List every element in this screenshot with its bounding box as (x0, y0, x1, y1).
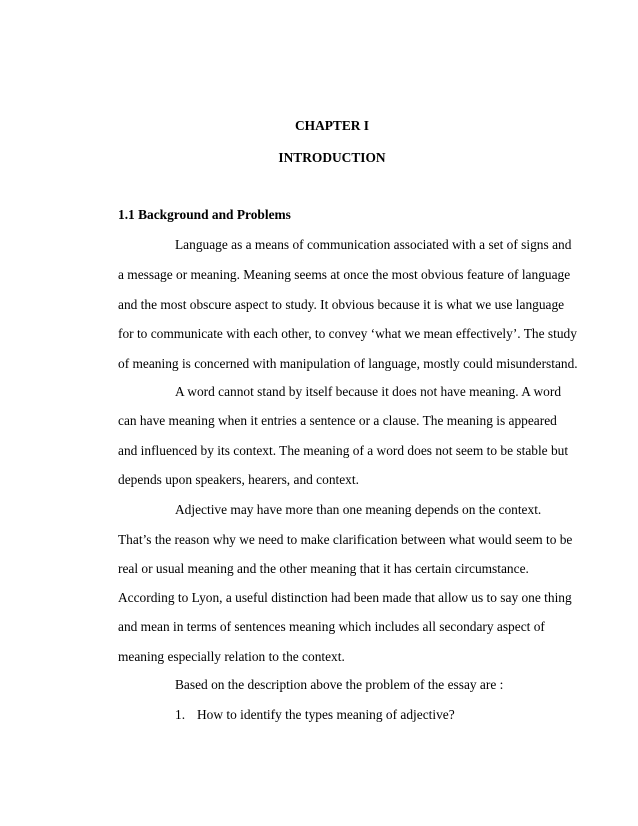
paragraph-3-line-5: and mean in terms of sentences meaning which includes all secondary aspect of (118, 619, 545, 634)
chapter-number: CHAPTER I (294, 118, 370, 133)
paragraph-1-line-1: Language as a means of communication associated with a set of signs and (175, 237, 572, 252)
paragraph-2-line-2: can have meaning when it entries a sentence or a clause. The meaning is appeared (118, 413, 557, 428)
paragraph-3-line-3: real or usual meaning and the other meaning that it has certain circumstance. (118, 561, 529, 576)
problem-text: How to identify the types meaning of adjective? (197, 707, 455, 722)
paragraph-3-line-4: According to Lyon, a useful distinction had been made that allow us to say one thing (118, 590, 572, 605)
chapter-title: INTRODUCTION (278, 150, 386, 165)
paragraph-3-line-2: That’s the reason why we need to make clarification between what would seem to be (118, 532, 573, 547)
paragraph-2-line-1: A word cannot stand by itself because it does not have meaning. A word (175, 384, 562, 399)
paragraph-1-line-5: of meaning is concerned with manipulation of language, mostly could misunderstand. (118, 356, 578, 371)
section-heading: 1.1 Background and Problems (118, 207, 291, 222)
paragraph-2-line-3: and influenced by its context. The meaning of a word does not seem to be stable but (118, 443, 569, 458)
paragraph-1-line-2: a message or meaning. Meaning seems at once the most obvious feature of language (118, 267, 571, 282)
paragraph-2-line-4: depends upon speakers, hearers, and context. (118, 472, 359, 487)
paragraph-3-line-6: meaning especially relation to the context. (118, 649, 345, 664)
paragraph-1-line-4: for to communicate with each other, to convey ‘what we mean effectively’. The study (118, 326, 577, 341)
paragraph-1-line-3: and the most obscure aspect to study. It obvious because it is what we use language (118, 297, 565, 312)
paragraph-4-line-1: Based on the description above the problem of the essay are : (175, 677, 504, 692)
paragraph-3-line-1: Adjective may have more than one meaning depends on the context. (175, 502, 542, 517)
problem-number: 1. (175, 707, 186, 722)
